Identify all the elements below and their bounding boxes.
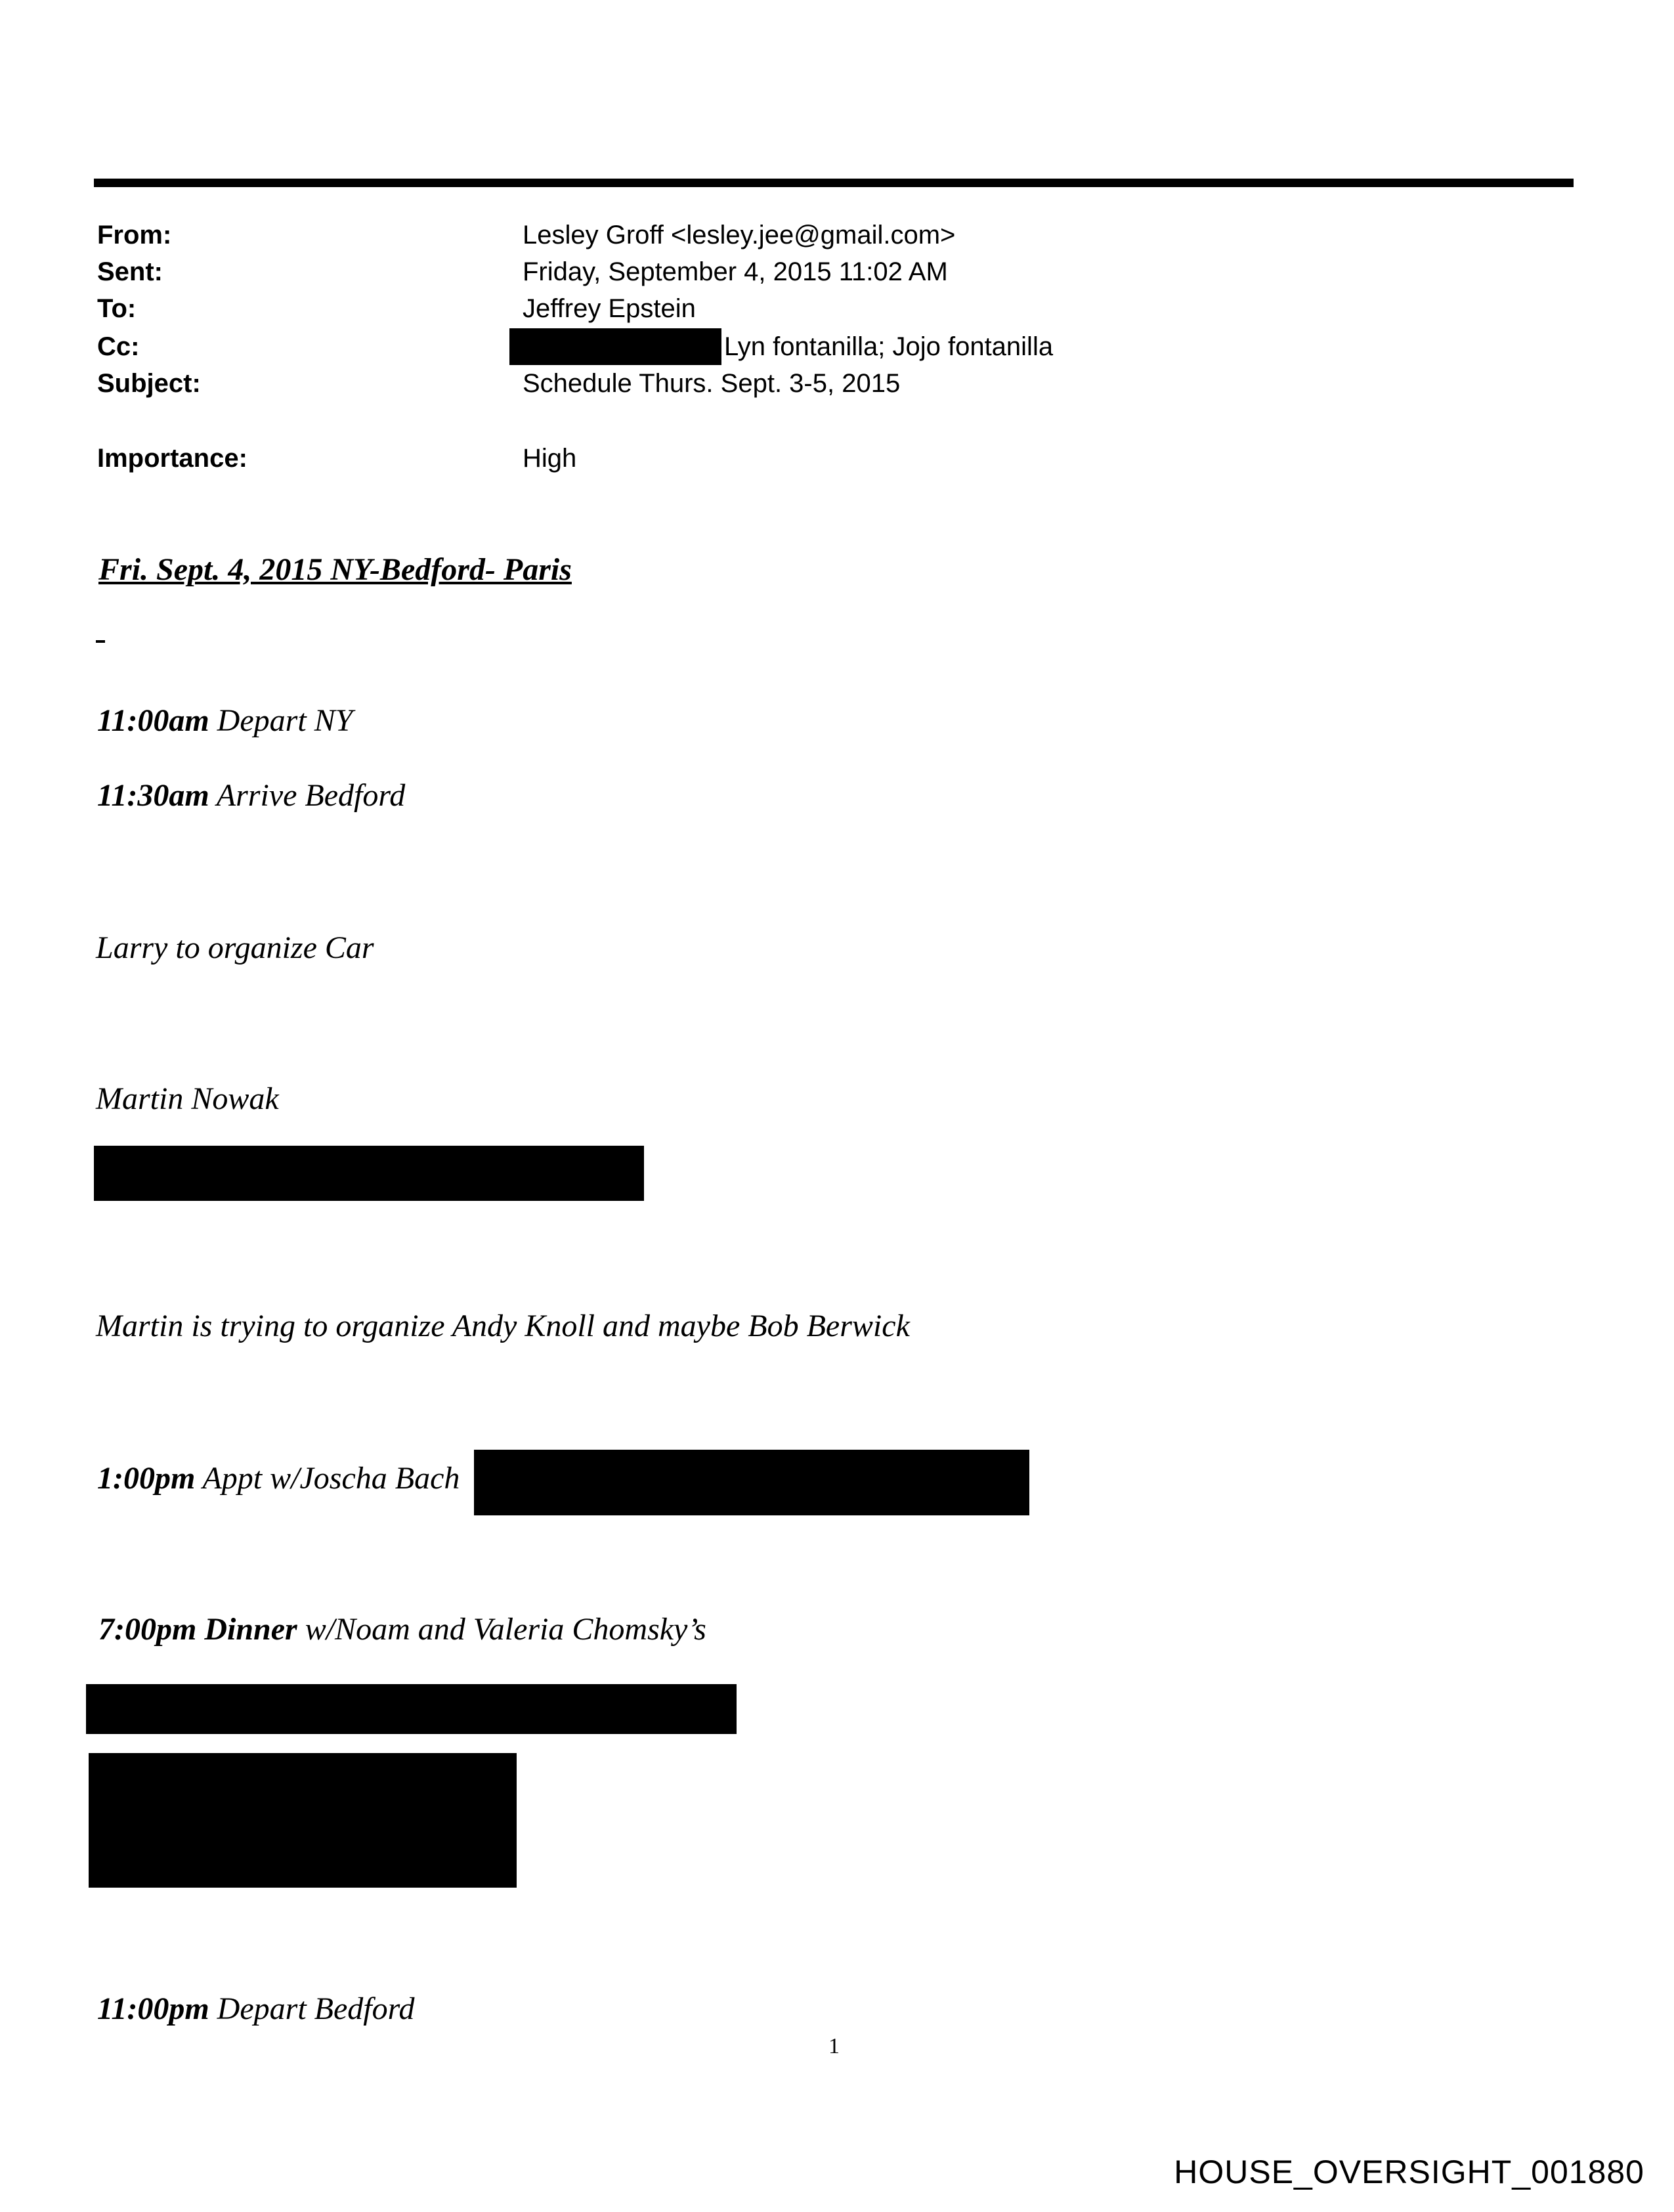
header-subject-row xyxy=(97,365,1541,402)
arrive-bedford-time: 11:30am xyxy=(97,778,209,813)
to-value: Jeffrey Epstein xyxy=(523,294,696,323)
header-rule xyxy=(94,179,1574,187)
to-label: To: xyxy=(97,294,137,323)
depart-ny-time: 11:00am xyxy=(97,703,209,738)
header-cc-row xyxy=(97,328,1541,365)
larry-line: Larry to organize Car xyxy=(96,930,374,965)
cc-value: Lyn fontanilla; Jojo fontanilla xyxy=(724,332,1054,361)
arrive-bedford-line xyxy=(97,776,405,815)
depart-bedford-time: 11:00pm xyxy=(97,1991,209,2026)
importance-value: High xyxy=(523,444,577,473)
redaction-box xyxy=(474,1450,1029,1515)
header-from-row xyxy=(97,217,1541,253)
header-importance-row xyxy=(97,440,1541,477)
dinner-time: 7:00pm Dinner xyxy=(98,1612,297,1647)
cc-value-wrap xyxy=(523,328,1066,365)
redaction-box xyxy=(86,1684,737,1734)
cc-redaction-box xyxy=(509,328,721,365)
depart-bedford-line xyxy=(97,1989,415,2029)
header-to-row xyxy=(97,290,1541,327)
depart-bedford-text: Depart Bedford xyxy=(209,1991,415,2026)
arrive-bedford-text: Arrive Bedford xyxy=(209,778,406,813)
depart-ny-line xyxy=(97,701,353,741)
joscha-line xyxy=(97,1459,460,1498)
cc-label: Cc: xyxy=(97,332,140,361)
joscha-time: 1:00pm xyxy=(97,1461,196,1496)
joscha-text: Appt w/Joscha Bach xyxy=(195,1461,460,1496)
redaction-box xyxy=(89,1753,517,1888)
martin-organize-line: Martin is trying to organize Andy Knoll and maybe Bob Berwick xyxy=(96,1309,910,1343)
subject-value: Schedule Thurs. Sept. 3-5, 2015 xyxy=(523,369,901,398)
from-value: Lesley Groff <lesley.jee@gmail.com> xyxy=(523,221,956,249)
depart-ny-text: Depart NY xyxy=(209,703,353,738)
redaction-box xyxy=(94,1146,644,1201)
dinner-line xyxy=(98,1610,706,1649)
page-number: 1 xyxy=(828,2034,840,2058)
schedule-title: Fri. Sept. 4, 2015 NY-Bedford- Paris xyxy=(98,552,572,587)
importance-label: Importance: xyxy=(97,444,247,473)
bates-number: HOUSE_OVERSIGHT_001880 xyxy=(1174,2154,1644,2190)
sent-value: Friday, September 4, 2015 11:02 AM xyxy=(523,257,948,286)
sent-label: Sent: xyxy=(97,257,163,286)
from-label: From: xyxy=(97,221,172,249)
martin-nowak-line: Martin Nowak xyxy=(96,1081,279,1116)
header-sent-row xyxy=(97,253,1541,290)
subject-label: Subject: xyxy=(97,369,201,398)
dash-mark xyxy=(96,640,105,643)
dinner-text: w/Noam and Valeria Chomsky’s xyxy=(297,1612,706,1647)
